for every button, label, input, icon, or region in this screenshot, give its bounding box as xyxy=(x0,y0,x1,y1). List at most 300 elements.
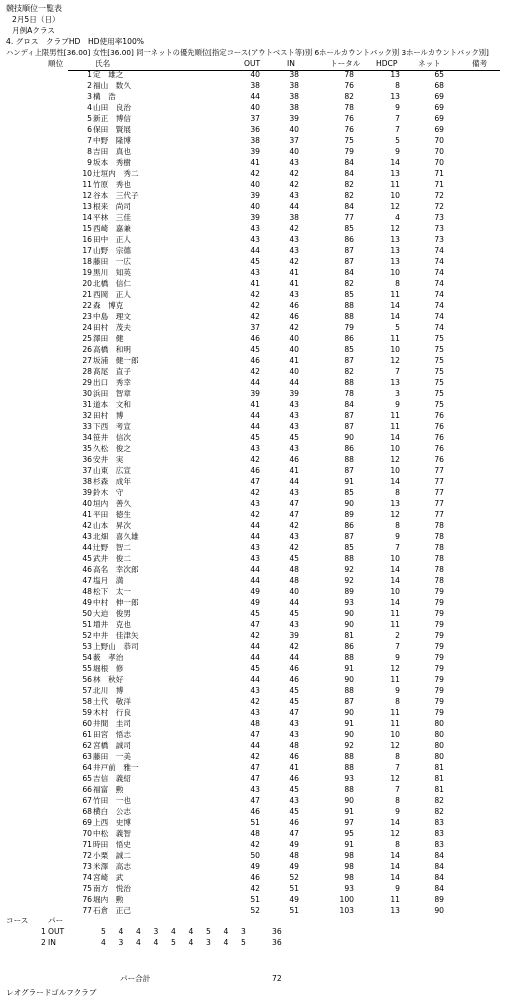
rank: 63 xyxy=(82,752,92,761)
hdcp: 8 xyxy=(395,488,400,497)
net-score: 78 xyxy=(434,532,444,541)
total-score: 75 xyxy=(344,136,354,145)
total-score: 89 xyxy=(344,510,354,519)
out-score: 43 xyxy=(250,785,260,794)
rank: 60 xyxy=(82,719,92,728)
player-name: 安井 実 xyxy=(93,455,124,464)
rank: 32 xyxy=(82,411,92,420)
in-score: 43 xyxy=(289,400,299,409)
player-name: 井戸前 雅一 xyxy=(93,763,139,772)
par-label: パー xyxy=(48,916,64,925)
table-row xyxy=(0,907,509,918)
total-score: 82 xyxy=(344,92,354,101)
hdcp: 11 xyxy=(390,719,400,728)
hole-par: 4 xyxy=(223,927,229,936)
hdcp: 9 xyxy=(395,532,400,541)
player-name: 西崎 嘉兼 xyxy=(93,224,131,233)
net-score: 75 xyxy=(434,356,444,365)
net-score: 69 xyxy=(434,114,444,123)
net-score: 65 xyxy=(434,70,444,79)
hdcp: 12 xyxy=(390,224,400,233)
player-name: 上野山 恭司 xyxy=(93,642,139,651)
in-score: 44 xyxy=(289,477,299,486)
player-name: 辻垣内 秀二 xyxy=(93,169,139,178)
rank: 13 xyxy=(82,202,92,211)
player-name: 大迫 俊男 xyxy=(93,609,131,618)
player-name: 米澤 高志 xyxy=(93,862,131,871)
in-score: 48 xyxy=(289,576,299,585)
in-score: 49 xyxy=(289,840,299,849)
in-score: 46 xyxy=(289,818,299,827)
net-score: 82 xyxy=(434,796,444,805)
total-score: 88 xyxy=(344,312,354,321)
out-score: 44 xyxy=(250,576,260,585)
out-score: 46 xyxy=(250,356,260,365)
hdcp: 7 xyxy=(395,367,400,376)
net-score: 83 xyxy=(434,818,444,827)
rank: 66 xyxy=(82,785,92,794)
out-score: 42 xyxy=(250,884,260,893)
course-par-total: 36 xyxy=(272,927,282,936)
hdcp: 10 xyxy=(390,554,400,563)
total-score: 88 xyxy=(344,301,354,310)
in-score: 42 xyxy=(289,257,299,266)
in-score: 38 xyxy=(289,81,299,90)
hdcp: 13 xyxy=(390,378,400,387)
header-hdcp: HDCP xyxy=(376,59,398,68)
hdcp: 9 xyxy=(395,653,400,662)
out-score: 42 xyxy=(250,488,260,497)
hdcp: 13 xyxy=(390,169,400,178)
net-score: 79 xyxy=(434,708,444,717)
total-score: 84 xyxy=(344,169,354,178)
out-score: 49 xyxy=(250,598,260,607)
player-name: 石倉 正己 xyxy=(93,906,131,915)
player-name: 田宮 悟志 xyxy=(93,730,131,739)
rank: 75 xyxy=(82,884,92,893)
rank: 67 xyxy=(82,796,92,805)
net-score: 84 xyxy=(434,862,444,871)
net-score: 78 xyxy=(434,565,444,574)
total-score: 88 xyxy=(344,785,354,794)
net-score: 75 xyxy=(434,389,444,398)
out-score: 41 xyxy=(250,400,260,409)
player-name: 宮崎 武 xyxy=(93,873,124,882)
out-score: 44 xyxy=(250,642,260,651)
player-name: 時田 悟史 xyxy=(93,840,131,849)
in-score: 45 xyxy=(289,697,299,706)
out-score: 43 xyxy=(250,268,260,277)
net-score: 84 xyxy=(434,851,444,860)
in-score: 41 xyxy=(289,268,299,277)
in-score: 45 xyxy=(289,807,299,816)
total-score: 88 xyxy=(344,763,354,772)
out-score: 42 xyxy=(250,510,260,519)
rank: 15 xyxy=(82,224,92,233)
out-score: 44 xyxy=(250,675,260,684)
net-score: 73 xyxy=(434,224,444,233)
out-score: 45 xyxy=(250,257,260,266)
total-score: 79 xyxy=(344,147,354,156)
hdcp: 10 xyxy=(390,268,400,277)
net-score: 79 xyxy=(434,675,444,684)
hole-par: 5 xyxy=(101,927,106,936)
header-note: 備考 xyxy=(472,59,488,68)
out-score: 49 xyxy=(250,862,260,871)
out-score: 51 xyxy=(250,895,260,904)
total-score: 78 xyxy=(344,70,354,79)
player-name: 塩月 満 xyxy=(93,576,124,585)
hdcp: 14 xyxy=(390,851,400,860)
net-score: 79 xyxy=(434,642,444,651)
hole-par: 3 xyxy=(206,938,211,947)
out-score: 39 xyxy=(250,389,260,398)
total-score: 92 xyxy=(344,565,354,574)
hdcp: 8 xyxy=(395,752,400,761)
in-score: 42 xyxy=(289,169,299,178)
hdcp: 8 xyxy=(395,796,400,805)
out-score: 44 xyxy=(250,653,260,662)
out-score: 46 xyxy=(250,807,260,816)
net-score: 78 xyxy=(434,543,444,552)
in-score: 38 xyxy=(289,70,299,79)
hole-par: 3 xyxy=(153,927,159,936)
hdcp: 10 xyxy=(390,730,400,739)
player-name: 土代 敬洋 xyxy=(93,697,131,706)
net-score: 81 xyxy=(434,785,444,794)
total-score: 103 xyxy=(339,906,354,915)
out-score: 46 xyxy=(250,873,260,882)
net-score: 77 xyxy=(434,477,444,486)
out-score: 45 xyxy=(250,664,260,673)
in-score: 43 xyxy=(289,488,299,497)
total-score: 86 xyxy=(344,235,354,244)
rank: 49 xyxy=(82,598,92,607)
header-total: トータル xyxy=(330,59,361,68)
hdcp: 12 xyxy=(390,774,400,783)
header-in: IN xyxy=(287,59,295,68)
total-score: 88 xyxy=(344,455,354,464)
total-score: 87 xyxy=(344,246,354,255)
total-score: 79 xyxy=(344,323,354,332)
rank: 52 xyxy=(82,631,92,640)
rank: 73 xyxy=(82,862,92,871)
net-score: 78 xyxy=(434,554,444,563)
hdcp: 11 xyxy=(390,708,400,717)
player-name: 久松 俊之 xyxy=(93,444,131,453)
total-score: 97 xyxy=(344,818,354,827)
hole-par: 4 xyxy=(101,938,106,947)
out-score: 41 xyxy=(250,279,260,288)
header-name: 氏名 xyxy=(95,59,111,68)
in-score: 47 xyxy=(289,510,299,519)
out-score: 43 xyxy=(250,554,260,563)
hdcp: 8 xyxy=(395,840,400,849)
hdcp: 11 xyxy=(390,422,400,431)
total-score: 93 xyxy=(344,884,354,893)
rank: 2 xyxy=(87,81,92,90)
net-score: 74 xyxy=(434,246,444,255)
net-score: 84 xyxy=(434,884,444,893)
rank: 8 xyxy=(87,147,92,156)
hdcp: 8 xyxy=(395,279,400,288)
in-score: 44 xyxy=(289,202,299,211)
total-score: 77 xyxy=(344,213,354,222)
total-score: 98 xyxy=(344,851,354,860)
player-name: 笹井 信次 xyxy=(93,433,131,442)
hole-par: 4 xyxy=(223,938,229,947)
out-score: 47 xyxy=(250,774,260,783)
player-name: 根来 尚司 xyxy=(93,202,131,211)
rank: 24 xyxy=(82,323,92,332)
net-score: 72 xyxy=(434,202,444,211)
player-name: 藤田 一美 xyxy=(93,752,131,761)
rank: 45 xyxy=(82,554,92,563)
in-score: 42 xyxy=(289,543,299,552)
player-name: 鈴木 守 xyxy=(93,488,124,497)
hdcp: 13 xyxy=(390,257,400,266)
rank: 22 xyxy=(82,301,92,310)
rank: 55 xyxy=(82,664,92,673)
rank: 53 xyxy=(82,642,92,651)
net-score: 69 xyxy=(434,103,444,112)
in-score: 46 xyxy=(289,312,299,321)
out-score: 44 xyxy=(250,741,260,750)
net-score: 75 xyxy=(434,378,444,387)
hdcp: 14 xyxy=(390,477,400,486)
rank: 56 xyxy=(82,675,92,684)
in-score: 51 xyxy=(289,884,299,893)
hdcp: 11 xyxy=(390,180,400,189)
total-score: 87 xyxy=(344,466,354,475)
in-score: 41 xyxy=(289,279,299,288)
out-score: 43 xyxy=(250,499,260,508)
out-score: 47 xyxy=(250,796,260,805)
total-score: 90 xyxy=(344,730,354,739)
net-score: 68 xyxy=(434,81,444,90)
player-name: 辻野 智二 xyxy=(93,543,131,552)
player-name: 山本 昇次 xyxy=(93,521,131,530)
total-score: 87 xyxy=(344,697,354,706)
player-name: 横白 公志 xyxy=(93,807,131,816)
out-score: 42 xyxy=(250,312,260,321)
rank: 62 xyxy=(82,741,92,750)
net-score: 79 xyxy=(434,609,444,618)
total-score: 76 xyxy=(344,81,354,90)
player-name: 堀内 勲 xyxy=(93,895,124,904)
total-score: 87 xyxy=(344,422,354,431)
net-score: 77 xyxy=(434,488,444,497)
out-score: 42 xyxy=(250,290,260,299)
out-score: 44 xyxy=(250,246,260,255)
rank: 48 xyxy=(82,587,92,596)
in-score: 46 xyxy=(289,675,299,684)
net-score: 79 xyxy=(434,598,444,607)
player-name: 福山 数久 xyxy=(93,81,131,90)
rank: 3 xyxy=(87,92,92,101)
net-score: 75 xyxy=(434,367,444,376)
rank: 35 xyxy=(82,444,92,453)
total-score: 91 xyxy=(344,840,354,849)
total-score: 91 xyxy=(344,664,354,673)
total-score: 91 xyxy=(344,477,354,486)
hdcp: 12 xyxy=(390,829,400,838)
in-score: 45 xyxy=(289,433,299,442)
total-score: 84 xyxy=(344,268,354,277)
total-score: 93 xyxy=(344,598,354,607)
net-score: 79 xyxy=(434,631,444,640)
hdcp: 14 xyxy=(390,862,400,871)
total-score: 87 xyxy=(344,356,354,365)
rank: 19 xyxy=(82,268,92,277)
net-score: 79 xyxy=(434,653,444,662)
rank: 31 xyxy=(82,400,92,409)
net-score: 76 xyxy=(434,411,444,420)
hole-par: 5 xyxy=(241,938,246,947)
hdcp: 11 xyxy=(390,334,400,343)
in-score: 46 xyxy=(289,455,299,464)
out-score: 47 xyxy=(250,477,260,486)
total-score: 87 xyxy=(344,532,354,541)
rank: 28 xyxy=(82,367,92,376)
rank: 4 xyxy=(87,103,92,112)
net-score: 74 xyxy=(434,312,444,321)
total-score: 82 xyxy=(344,279,354,288)
header-out: OUT xyxy=(244,59,261,68)
rank: 11 xyxy=(82,180,92,189)
player-name: 田村 博 xyxy=(93,411,124,420)
player-name: 中村 伸一郎 xyxy=(93,598,139,607)
rank: 46 xyxy=(82,565,92,574)
net-score: 75 xyxy=(434,400,444,409)
out-score: 40 xyxy=(250,70,260,79)
hdcp: 2 xyxy=(395,631,400,640)
total-score: 85 xyxy=(344,224,354,233)
total-score: 88 xyxy=(344,653,354,662)
player-name: 竹原 秀也 xyxy=(93,180,131,189)
rank: 17 xyxy=(82,246,92,255)
in-score: 42 xyxy=(289,642,299,651)
rank: 40 xyxy=(82,499,92,508)
net-score: 76 xyxy=(434,422,444,431)
rank: 69 xyxy=(82,818,92,827)
player-name: 垣内 善久 xyxy=(93,499,131,508)
net-score: 80 xyxy=(434,741,444,750)
player-name: 藤田 一広 xyxy=(93,257,131,266)
in-score: 49 xyxy=(289,862,299,871)
rank: 72 xyxy=(82,851,92,860)
hole-par: 4 xyxy=(136,927,141,936)
rank: 14 xyxy=(82,213,92,222)
player-name: 堀根 修 xyxy=(93,664,124,673)
total-score: 82 xyxy=(344,191,354,200)
player-name: 保田 賢展 xyxy=(93,125,131,134)
net-score: 83 xyxy=(434,840,444,849)
player-name: 坂本 秀樹 xyxy=(93,158,131,167)
hdcp: 9 xyxy=(395,147,400,156)
total-score: 88 xyxy=(344,554,354,563)
total-score: 78 xyxy=(344,103,354,112)
rank: 38 xyxy=(82,477,92,486)
player-name: 中島 理文 xyxy=(93,312,131,321)
out-score: 48 xyxy=(250,829,260,838)
hdcp: 11 xyxy=(390,290,400,299)
total-score: 91 xyxy=(344,719,354,728)
hdcp: 14 xyxy=(390,433,400,442)
out-score: 42 xyxy=(250,697,260,706)
rank: 9 xyxy=(87,158,92,167)
total-score: 84 xyxy=(344,202,354,211)
handicap-rule-line: ハンディ上限男性[36.00] 女性[36.00] 同一ネットの優先順位[指定コース(アウトベスト等)別 6ホールカウントバック別 3ホールカウントバック別] xyxy=(6,48,489,57)
player-name: 出口 秀幸 xyxy=(93,378,131,387)
net-score: 79 xyxy=(434,587,444,596)
rank: 1 xyxy=(87,70,92,79)
hdcp: 14 xyxy=(390,818,400,827)
hdcp: 12 xyxy=(390,356,400,365)
out-score: 49 xyxy=(250,587,260,596)
club-name: レオグラードゴルフクラブ xyxy=(6,988,97,997)
hdcp: 10 xyxy=(390,587,400,596)
net-score: 76 xyxy=(434,433,444,442)
in-score: 41 xyxy=(289,763,299,772)
net-score: 78 xyxy=(434,576,444,585)
total-score: 90 xyxy=(344,796,354,805)
total-score: 91 xyxy=(344,807,354,816)
hdcp: 7 xyxy=(395,114,400,123)
out-score: 39 xyxy=(250,191,260,200)
rank: 33 xyxy=(82,422,92,431)
net-score: 70 xyxy=(434,158,444,167)
net-score: 82 xyxy=(434,807,444,816)
total-score: 86 xyxy=(344,444,354,453)
par-total-label: パー合計 xyxy=(120,974,151,983)
rank: 37 xyxy=(82,466,92,475)
total-score: 98 xyxy=(344,873,354,882)
hdcp: 9 xyxy=(395,686,400,695)
out-score: 45 xyxy=(250,609,260,618)
net-score: 79 xyxy=(434,620,444,629)
in-score: 45 xyxy=(289,785,299,794)
out-score: 42 xyxy=(250,752,260,761)
rank: 57 xyxy=(82,686,92,695)
in-score: 43 xyxy=(289,290,299,299)
out-score: 43 xyxy=(250,444,260,453)
total-score: 92 xyxy=(344,741,354,750)
rank: 5 xyxy=(87,114,92,123)
hdcp: 13 xyxy=(390,70,400,79)
out-score: 44 xyxy=(250,532,260,541)
total-score: 78 xyxy=(344,389,354,398)
in-score: 42 xyxy=(289,521,299,530)
rank: 20 xyxy=(82,279,92,288)
out-score: 41 xyxy=(250,158,260,167)
player-name: 平田 徳生 xyxy=(93,510,131,519)
total-score: 90 xyxy=(344,675,354,684)
net-score: 74 xyxy=(434,268,444,277)
in-score: 46 xyxy=(289,301,299,310)
header-net: ネット xyxy=(418,59,441,68)
rank: 44 xyxy=(82,543,92,552)
hole-par: 4 xyxy=(118,927,124,936)
net-score: 76 xyxy=(434,455,444,464)
hdcp: 5 xyxy=(395,323,400,332)
player-name: 北橋 信仁 xyxy=(93,279,131,288)
player-name: 谷本 三代子 xyxy=(93,191,139,200)
rank: 51 xyxy=(82,620,92,629)
hdcp: 8 xyxy=(395,697,400,706)
net-score: 84 xyxy=(434,873,444,882)
player-name: 中野 隆博 xyxy=(93,136,131,145)
